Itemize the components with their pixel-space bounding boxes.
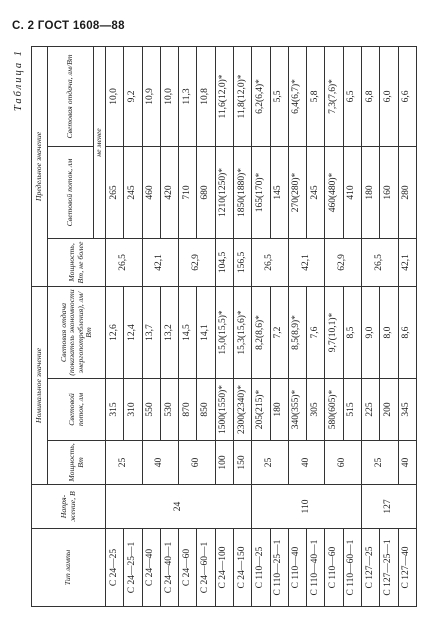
cell-power: 40 <box>142 441 179 485</box>
cell-limit-efficacy: 5,5 <box>270 46 288 146</box>
cell-limit-efficacy: 5,8 <box>307 46 325 146</box>
cell-type: С 24—60—1 <box>197 529 215 607</box>
cell-limit-power: 26,5 <box>252 238 289 286</box>
cell-limit-efficacy: 6,8 <box>361 46 379 146</box>
col-type-header: Тип лампы <box>32 529 106 607</box>
cell-type: С 127—25 <box>361 529 379 607</box>
cell-limit-flux: 265 <box>106 146 124 238</box>
cell-limit-power: 42,1 <box>142 238 179 286</box>
cell-limit-efficacy: 9,2 <box>124 46 142 146</box>
col-power-header: Мощность, Вт <box>48 441 106 485</box>
lamp-parameters-table <box>31 46 417 607</box>
cell-efficacy: 12,6 <box>106 286 124 378</box>
cell-flux: 870 <box>179 379 197 441</box>
cell-limit-flux: 680 <box>197 146 215 238</box>
cell-limit-flux: 710 <box>179 146 197 238</box>
cell-limit-efficacy: 10,8 <box>197 46 215 146</box>
col-limit-power-header: Мощность, Вт, не более <box>48 238 106 286</box>
cell-limit-flux: 160 <box>380 146 398 238</box>
nominal-group-header: Номинальное значение <box>32 286 48 484</box>
cell-efficacy: 13,7 <box>142 286 160 378</box>
cell-limit-flux: 1850(1880)* <box>233 146 251 238</box>
cell-limit-power: 42,1 <box>398 238 417 286</box>
limit-group-header: Предельное значение <box>32 46 48 286</box>
cell-limit-power: 156,5 <box>233 238 251 286</box>
cell-efficacy: 9,0 <box>361 286 379 378</box>
cell-type: С 24—60 <box>179 529 197 607</box>
cell-power: 25 <box>252 441 289 485</box>
cell-limit-flux: 460(480)* <box>325 146 343 238</box>
cell-limit-flux: 245 <box>124 146 142 238</box>
not-less-header: не менее <box>94 46 106 238</box>
cell-flux: 515 <box>343 379 361 441</box>
cell-efficacy: 13,2 <box>160 286 178 378</box>
cell-flux: 850 <box>197 379 215 441</box>
cell-voltage: 24 <box>106 485 252 529</box>
cell-efficacy: 8,2(8,6)* <box>252 286 270 378</box>
cell-limit-flux: 145 <box>270 146 288 238</box>
cell-type: С 24—40—1 <box>160 529 178 607</box>
cell-efficacy: 7,2 <box>270 286 288 378</box>
cell-efficacy: 15,3(15,6)* <box>233 286 251 378</box>
cell-limit-flux: 1210(1250)* <box>215 146 233 238</box>
cell-flux: 340(355)* <box>288 379 306 441</box>
cell-limit-efficacy: 10,0 <box>106 46 124 146</box>
cell-type: С 24—40 <box>142 529 160 607</box>
col-voltage-header: Напря- жение, В <box>32 485 106 529</box>
cell-limit-flux: 270(280)* <box>288 146 306 238</box>
cell-type: С 110—60—1 <box>343 529 361 607</box>
cell-flux: 345 <box>398 379 417 441</box>
cell-limit-flux: 280 <box>398 146 417 238</box>
cell-efficacy: 8,6 <box>398 286 417 378</box>
col-flux-header: Световой поток, лм <box>48 379 106 441</box>
cell-type: С 24—25—1 <box>124 529 142 607</box>
cell-limit-power: 62,9 <box>179 238 216 286</box>
cell-limit-power: 104,5 <box>215 238 233 286</box>
cell-limit-power: 42,1 <box>288 238 325 286</box>
cell-limit-efficacy: 10,9 <box>142 46 160 146</box>
cell-power: 60 <box>179 441 216 485</box>
cell-type: С 110—25—1 <box>270 529 288 607</box>
col-limit-flux-header: Световой поток, лм <box>48 146 94 238</box>
cell-power: 25 <box>106 441 143 485</box>
col-limit-efficacy-header: Световая отдача, лм/Вт <box>48 46 94 146</box>
cell-type: С 110—40—1 <box>307 529 325 607</box>
cell-limit-flux: 165(170)* <box>252 146 270 238</box>
cell-limit-efficacy: 7,3(7,6)* <box>325 46 343 146</box>
cell-type: С 24—100 <box>215 529 233 607</box>
cell-flux: 315 <box>106 379 124 441</box>
cell-flux: 180 <box>270 379 288 441</box>
cell-power: 150 <box>233 441 251 485</box>
cell-limit-power: 26,5 <box>361 238 398 286</box>
cell-power: 60 <box>325 441 362 485</box>
cell-limit-power: 26,5 <box>106 238 143 286</box>
page-header: С. 2 ГОСТ 1608—88 <box>12 20 125 32</box>
cell-type: С 110—60 <box>325 529 343 607</box>
cell-flux: 305 <box>307 379 325 441</box>
cell-limit-efficacy: 6,4(6,7)* <box>288 46 306 146</box>
cell-limit-efficacy: 11,6(12,0)* <box>215 46 233 146</box>
cell-efficacy: 8,5(8,9)* <box>288 286 306 378</box>
cell-type: С 110—40 <box>288 529 306 607</box>
cell-type: С 24—25 <box>106 529 124 607</box>
cell-limit-power: 62,9 <box>325 238 362 286</box>
cell-limit-efficacy: 6,0 <box>380 46 398 146</box>
cell-flux: 580(605)* <box>325 379 343 441</box>
cell-efficacy: 15,0(15,5)* <box>215 286 233 378</box>
cell-type: С 127—40 <box>398 529 417 607</box>
cell-limit-efficacy: 6,6 <box>398 46 417 146</box>
cell-voltage: 110 <box>252 485 362 529</box>
cell-limit-flux: 410 <box>343 146 361 238</box>
cell-power: 40 <box>398 441 417 485</box>
cell-limit-efficacy: 11,3 <box>179 46 197 146</box>
cell-flux: 200 <box>380 379 398 441</box>
cell-limit-flux: 460 <box>142 146 160 238</box>
cell-efficacy: 8,5 <box>343 286 361 378</box>
cell-efficacy: 9,7(10,1)* <box>325 286 343 378</box>
cell-flux: 310 <box>124 379 142 441</box>
cell-power: 25 <box>361 441 398 485</box>
cell-limit-flux: 245 <box>307 146 325 238</box>
cell-efficacy: 12,4 <box>124 286 142 378</box>
col-efficacy-header: Световая отдача (показатель экономности энергопотребления), лм/Вт <box>48 286 106 378</box>
cell-limit-flux: 420 <box>160 146 178 238</box>
cell-voltage: 127 <box>361 485 416 529</box>
rotated-table-area <box>13 47 421 607</box>
cell-efficacy: 14,1 <box>197 286 215 378</box>
cell-flux: 2300(2340)* <box>233 379 251 441</box>
cell-flux: 530 <box>160 379 178 441</box>
cell-flux: 225 <box>361 379 379 441</box>
cell-flux: 1500(1550)* <box>215 379 233 441</box>
cell-type: С 110—25 <box>252 529 270 607</box>
cell-efficacy: 7,6 <box>307 286 325 378</box>
table-label: Таблица 1 <box>13 49 24 112</box>
cell-type: С 24—150 <box>233 529 251 607</box>
cell-power: 40 <box>288 441 325 485</box>
cell-limit-efficacy: 6,2(6,4)* <box>252 46 270 146</box>
cell-limit-efficacy: 11,8(12,0)* <box>233 46 251 146</box>
cell-limit-flux: 180 <box>361 146 379 238</box>
cell-type: С 127—25—1 <box>380 529 398 607</box>
cell-efficacy: 14,5 <box>179 286 197 378</box>
cell-power: 100 <box>215 441 233 485</box>
cell-efficacy: 8,0 <box>380 286 398 378</box>
cell-flux: 205(215)* <box>252 379 270 441</box>
cell-flux: 550 <box>142 379 160 441</box>
cell-limit-efficacy: 6,5 <box>343 46 361 146</box>
cell-limit-efficacy: 10,0 <box>160 46 178 146</box>
